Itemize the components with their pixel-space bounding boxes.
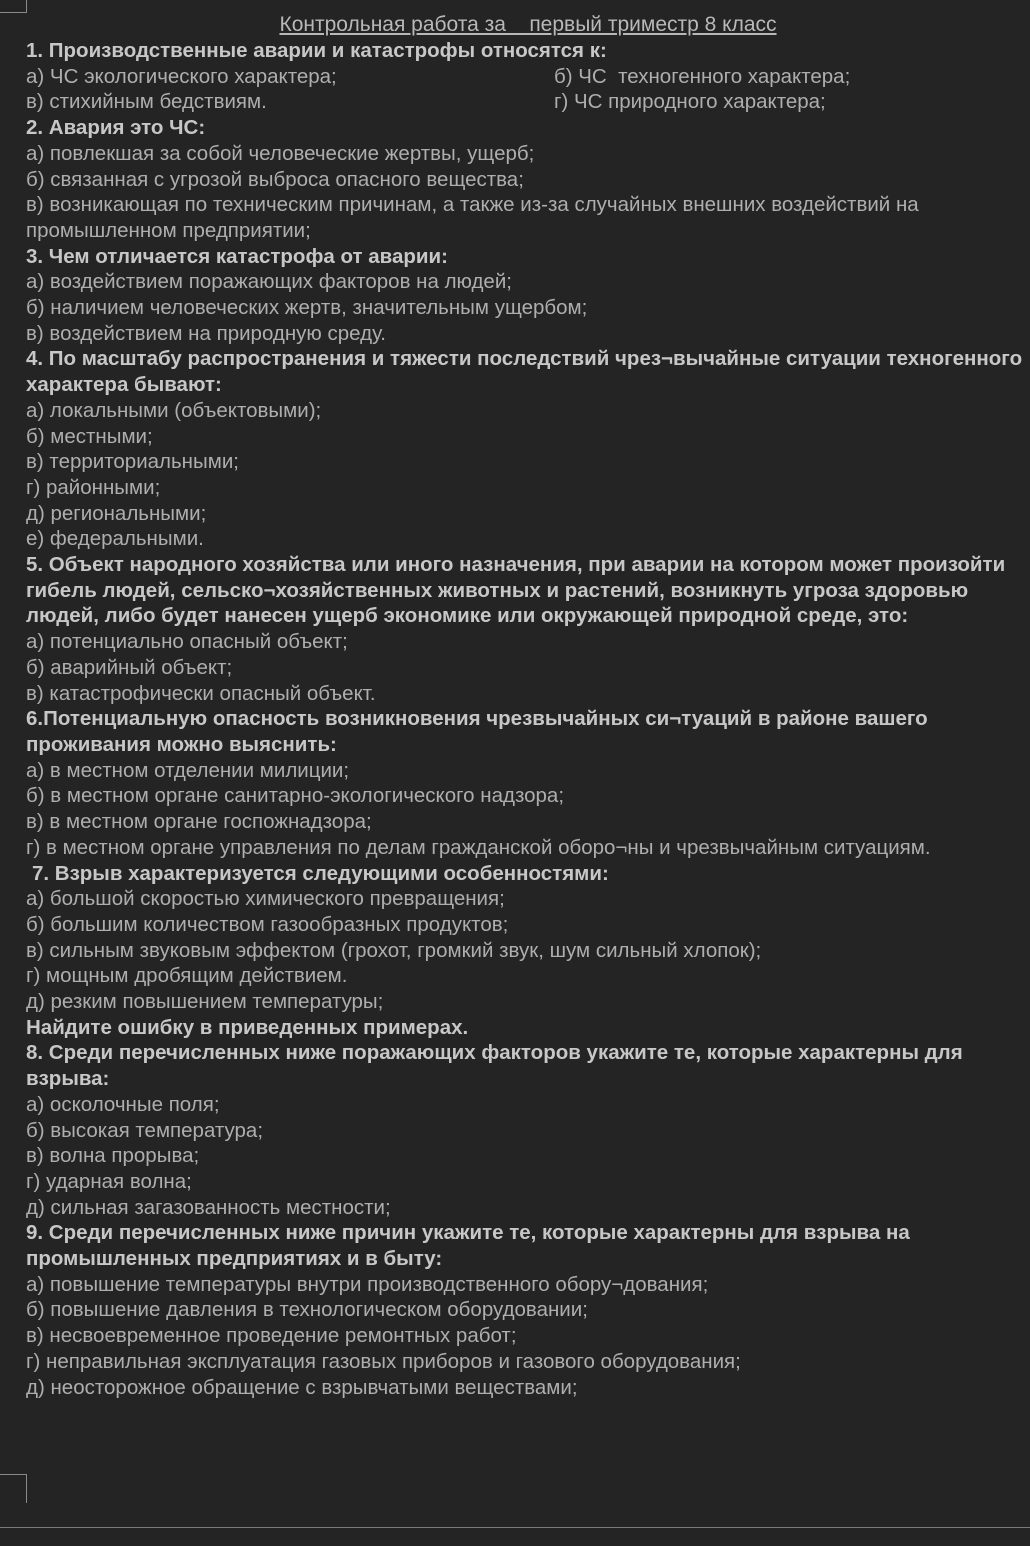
question-1-options-row-1 [26,64,1030,90]
answer-option: а) воздействием поражающих факторов на людей; [26,270,512,294]
question-7: 7. Взрыв характеризуется следующими особенностями: [32,861,609,885]
answer-option: б) местными; [26,424,153,448]
page-corner-mark-top [0,0,27,13]
answer-option: в) воздействием на природную среду. [26,321,386,345]
question-1-options-row-2 [26,89,1030,115]
answer-option: д) сильная загазованность местности; [26,1195,391,1219]
answer-option: в) в местном органе госпожнадзора; [26,810,372,834]
question-7-note: Найдите ошибку в приведенных примерах. [26,1015,469,1039]
answer-option: д) резким повышением температуры; [26,990,384,1014]
answer-option: е) федеральными. [26,527,204,551]
question-1: 1. Производственные аварии и катастрофы относятся к: [26,39,607,62]
answer-option: г) ЧС природного характера; [554,90,826,114]
answer-option: б) аварийный объект; [26,655,233,679]
question-4: 4. По масштабу распространения и тяжести последствий чрез¬вычайные ситуации техногенного характера бывают: [26,347,1023,397]
answer-option: б) ЧС техногенного характера; [554,64,851,88]
question-3: 3. Чем отличается катастрофа от аварии: [26,244,448,268]
answer-option: в) территориальными; [26,450,239,474]
page-corner-mark-bottom [0,1474,27,1503]
answer-option: в) волна прорыва; [26,1144,200,1168]
answer-option: г) мощным дробящим действием. [26,964,348,988]
answer-option: б) повышение давления в технологическом оборудовании; [26,1298,588,1322]
answer-option: а) повлекшая за собой человеческие жертвы, ущерб; [26,141,535,165]
question-2: 2. Авария это ЧС: [26,116,206,140]
answer-option: а) ЧС экологического характера; [26,64,337,88]
answer-option: а) потенциально опасный объект; [26,630,348,654]
answer-option: г) в местном органе управления по делам гражданской оборо¬ны и чрезвычайным ситуациям. [26,835,931,859]
answer-option: в) несвоевременное проведение ремонтных работ; [26,1324,517,1348]
answer-option: а) большой скоростью химического превращения; [26,887,505,911]
question-5: 5. Объект народного хозяйства или иного назначения, при аварии на котором может произойти гибель людей, сельско¬хозяйственных животных и растений, возникнуть угроза здоровью людей, либо будет нанесен ущерб экономике или окружающей природной среде, это: [26,553,1006,628]
answer-option: б) наличием человеческих жертв, значительным ущербом; [26,296,588,320]
answer-option: в) сильным звуковым эффектом (грохот, громкий звук, шум сильный хлопок); [26,938,762,962]
answer-option: в) возникающая по техническим причинам, а также из-за случайных внешних воздействий на промышленном предприятии; [26,193,919,242]
answer-option: а) локальными (объектовыми); [26,398,322,422]
answer-option: б) связанная с угрозой выброса опасного вещества; [26,167,524,191]
document-body [26,12,1030,1400]
question-8: 8. Среди перечисленных ниже поражающих факторов укажите те, которые характерны для взрыва: [26,1041,963,1091]
answer-option: а) в местном отделении милиции; [26,758,350,782]
answer-option: г) неправильная эксплуатация газовых приборов и газового оборудования; [26,1349,741,1373]
answer-option: д) неосторожное обращение с взрывчатыми веществами; [26,1375,578,1399]
page-bottom-edge [0,1527,1030,1528]
answer-option: б) высокая температура; [26,1118,264,1142]
answer-option: б) в местном органе санитарно-экологического надзора; [26,784,565,808]
answer-option: а) повышение температуры внутри производственного обору¬дования; [26,1272,709,1296]
answer-option: г) районными; [26,475,161,499]
answer-option: д) региональными; [26,501,207,525]
answer-option: б) большим количеством газообразных продуктов; [26,912,509,936]
answer-option: а) осколочные поля; [26,1092,220,1116]
question-9: 9. Среди перечисленных ниже причин укажите те, которые характерны для взрыва на промышленных предприятиях и в быту: [26,1221,910,1271]
answer-option: в) стихийным бедствиям. [26,90,267,114]
answer-option: в) катастрофически опасный объект. [26,681,376,705]
answer-option: г) ударная волна; [26,1169,192,1193]
page-title: Контрольная работа за первый триместр 8 класс [279,13,777,36]
question-6: 6.Потенциальную опасность возникновения чрезвычайных си¬туаций в районе вашего проживания можно выяснить: [26,707,928,756]
